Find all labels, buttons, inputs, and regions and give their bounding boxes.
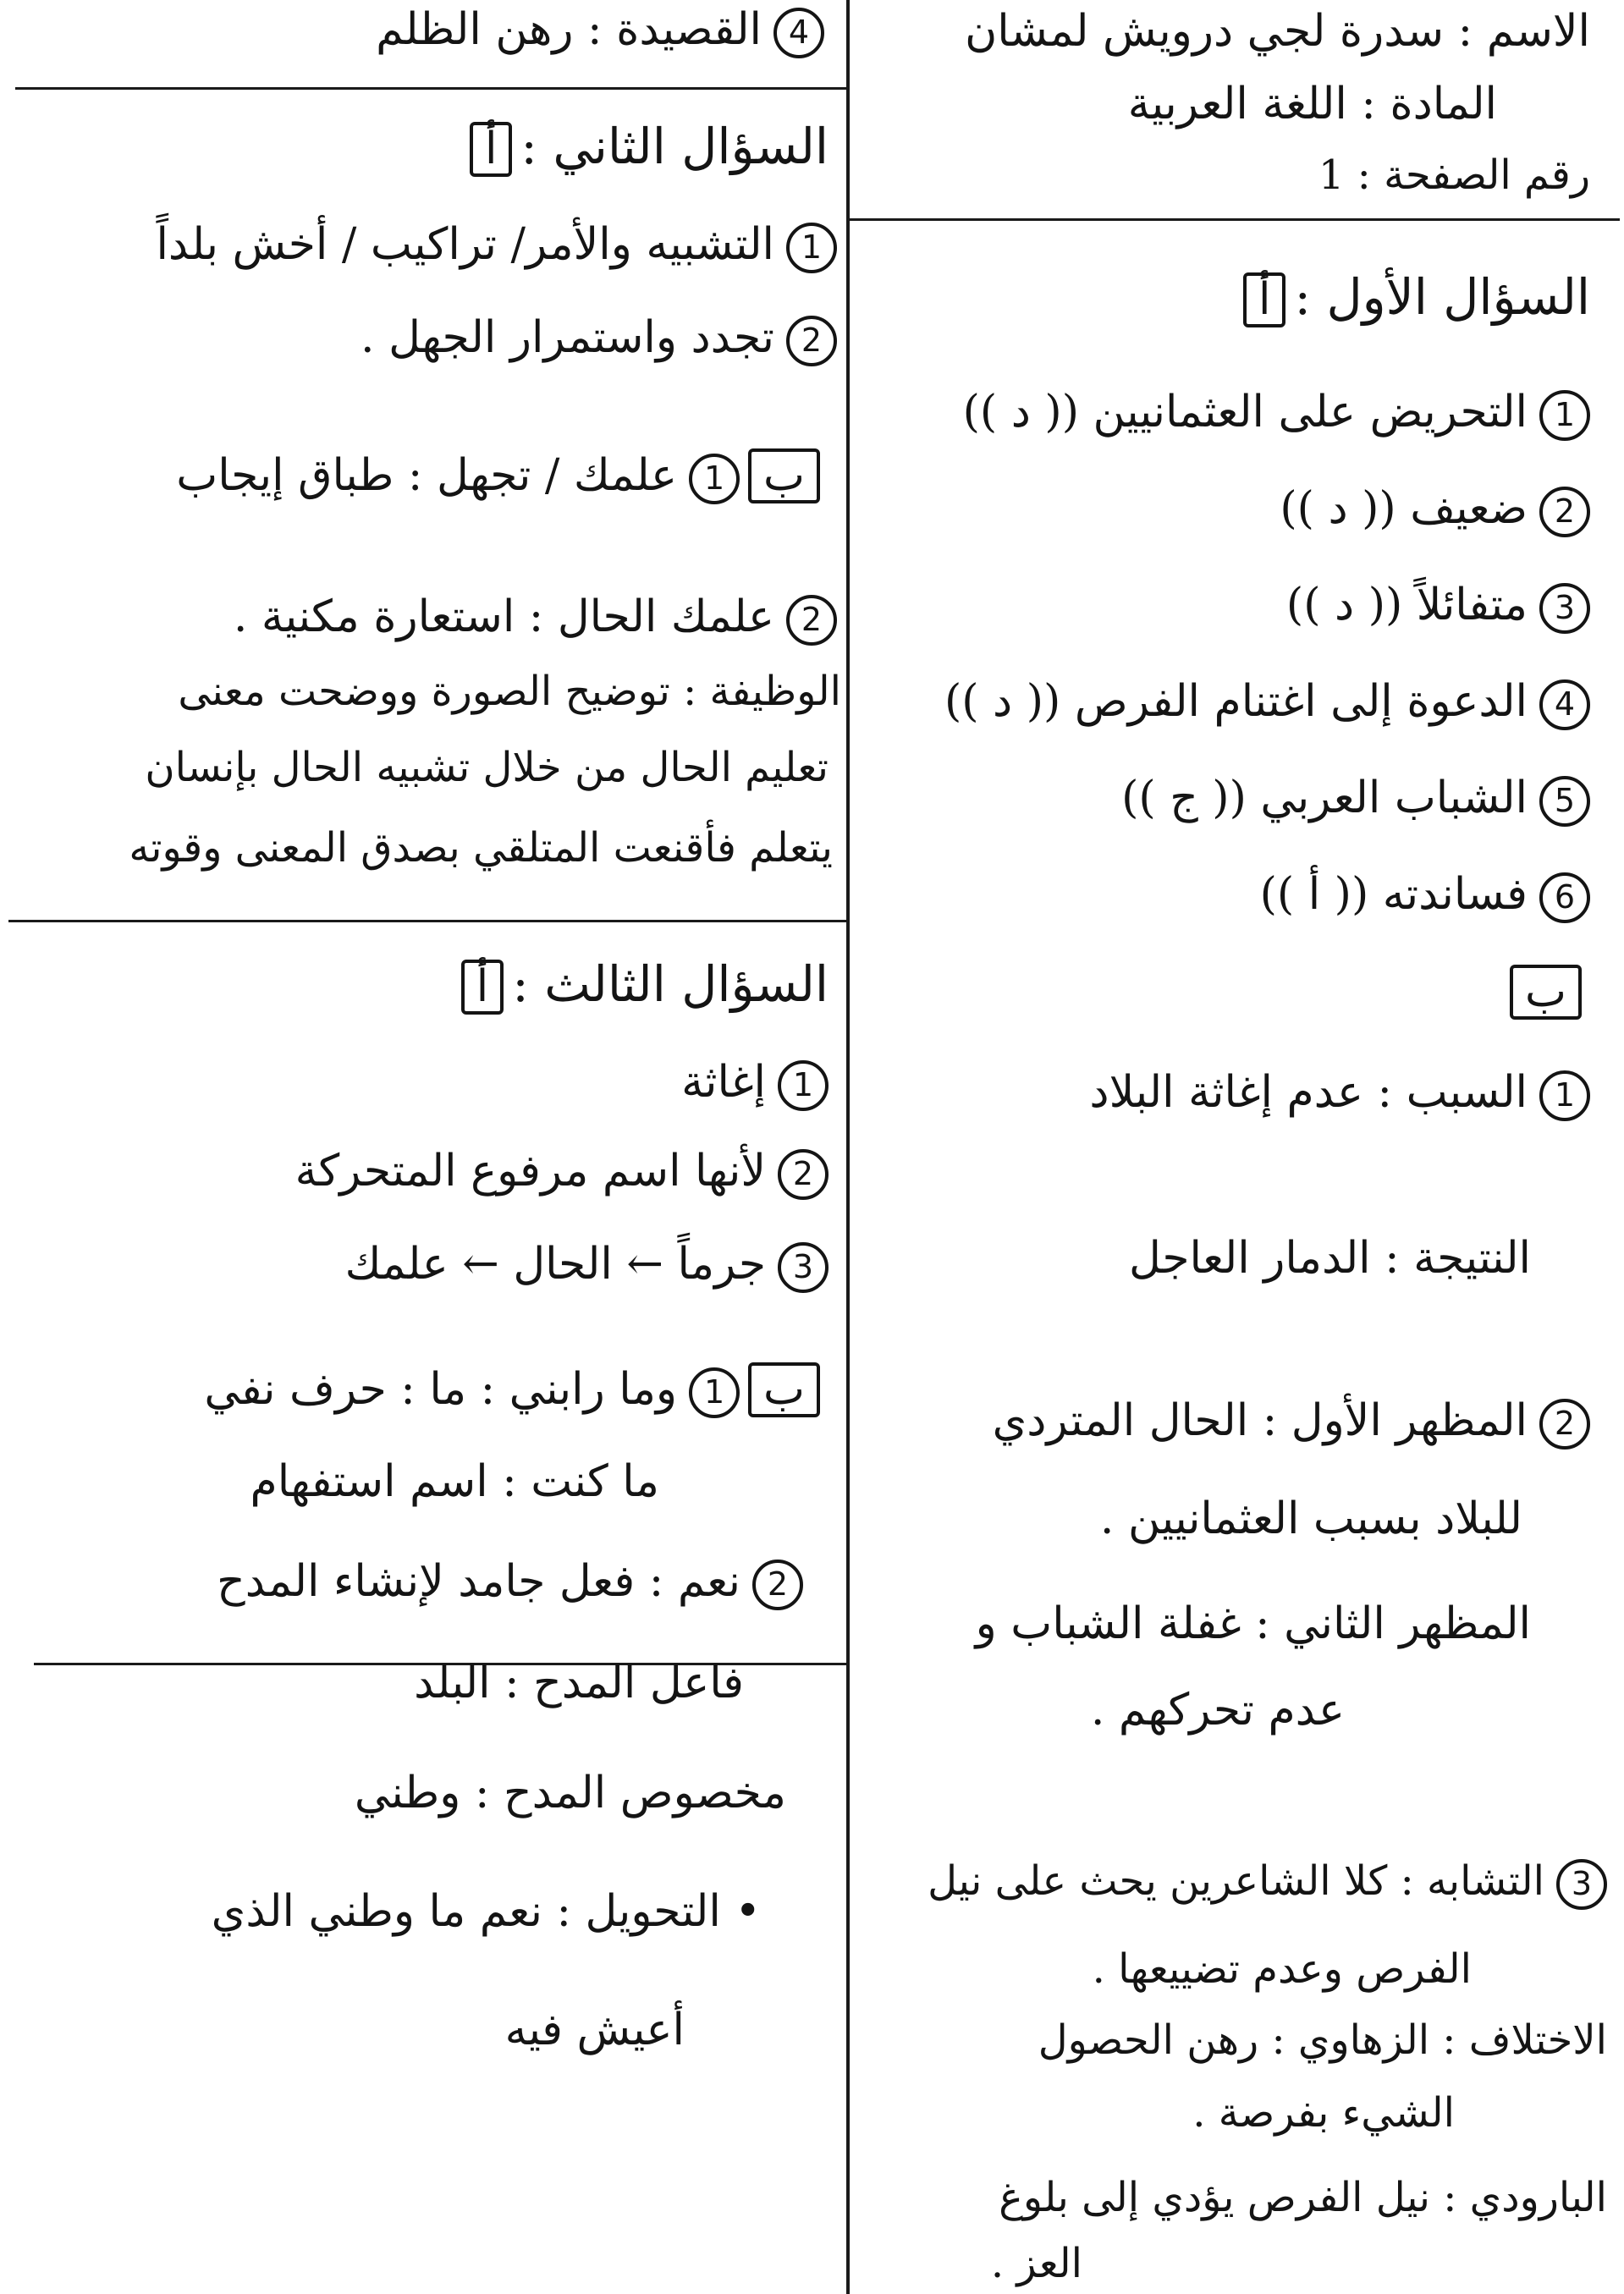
q3-a-item-1	[681, 1058, 829, 1111]
q1-part-b-badge: ب	[1510, 965, 1582, 1020]
item-number: 2	[1539, 1399, 1590, 1450]
item-text: التحريض على العثمانيين (( د ))	[962, 387, 1528, 437]
item-text: التشبيه والأمر/ تراكيب / أخش بلداً	[156, 219, 774, 270]
q2-b2-func-2: تعليم الحال من خلال تشبيه الحال بإنسان	[145, 744, 829, 791]
item-number: 2	[786, 316, 837, 366]
q1-a-item-6	[1260, 870, 1590, 923]
q1-b3-diff-2: الشيء بفرصة .	[1192, 2089, 1455, 2137]
poem-title-text: القصيدة : رهن الظلم	[376, 4, 762, 55]
q1-a-item-2	[1280, 484, 1590, 537]
q1-a-item-3	[1286, 580, 1590, 634]
item-text: ضعيف (( د ))	[1280, 483, 1528, 534]
q2-b2	[234, 592, 837, 646]
q2-b1	[176, 448, 829, 504]
column-divider	[846, 0, 850, 2294]
q3-title: السؤال الثالث :	[512, 955, 829, 1013]
q3-b1	[204, 1362, 829, 1418]
q2-q3-rule	[8, 920, 848, 922]
cause-text: السبب : عدم إغاثة البلاد	[1089, 1067, 1528, 1118]
q1-b1-cause	[1089, 1068, 1590, 1121]
item-text: جرماً ← الحال ← علمك	[344, 1239, 766, 1290]
q3-b1-line2: ما كنت : اسم استفهام	[250, 1456, 659, 1507]
q1-heading	[1235, 269, 1590, 327]
item-number: 2	[778, 1149, 829, 1200]
q1-b3-diff-3: البارودي : نيل الفرص يؤدي إلى بلوغ	[999, 2174, 1607, 2221]
q2-b1-text: علمك / تجهل : طباق إيجاب	[176, 450, 678, 501]
q2-badge-b: ب	[748, 448, 820, 503]
right-header-rule	[850, 218, 1620, 221]
student-name: الاسم : سدرة لجي درويش لمشان	[965, 6, 1590, 57]
q1-b3-diff-1: الاختلاف : الزهاوي : رهن الحصول	[1038, 2016, 1607, 2064]
item-number: 1	[689, 1367, 740, 1418]
q3-b2-line1: نعم : فعل جامد لإنشاء المدح	[217, 1556, 740, 1607]
item-number: 1	[786, 223, 837, 273]
q1-part-b-heading	[1501, 965, 1590, 1020]
left-header-rule	[15, 87, 848, 90]
item-number: 4	[1539, 679, 1590, 730]
item-number: 6	[1539, 872, 1590, 923]
q3-badge-a: أ	[461, 960, 504, 1015]
q3-badge-b: ب	[748, 1362, 820, 1417]
q3-b2-line4: • التحويل : نعم ما وطني الذي	[211, 1886, 761, 1937]
q3-b1-line1: وما رابني : ما : حرف نفي	[204, 1364, 678, 1415]
q1-b2-second-1: المظهر الثاني : غفلة الشباب و	[975, 1598, 1531, 1649]
item-number: 1	[1539, 390, 1590, 441]
q1-a-item-5	[1121, 773, 1590, 827]
q1-title: السؤال الأول :	[1294, 268, 1590, 326]
q1-b2-first-2: للبلاد بسبب العثمانيين .	[1099, 1494, 1522, 1544]
poem-title	[376, 5, 824, 58]
item-number: 1	[778, 1060, 829, 1111]
q2-badge-a: أ	[470, 122, 512, 177]
q1-b3-diff-4: العز .	[990, 2240, 1082, 2287]
q2-a-item-1	[156, 220, 837, 273]
q3-b2-line3: مخصوص المدح : وطني	[354, 1768, 786, 1818]
item-number: 3	[778, 1242, 829, 1293]
q2-b2-func-1: الوظيفة : توضيح الصورة ووضحت معنى	[178, 668, 841, 715]
q2-b2-text: علمك الحال : استعارة مكنية .	[233, 591, 774, 642]
item-text: متفائلاً (( د ))	[1285, 580, 1528, 630]
q3-b2-line5: أعيش فيه	[504, 2005, 685, 2055]
item-number: 2	[786, 595, 837, 646]
q2-b2-func-3: يتعلم فأقنعت المتلقي بصدق المعنى وقوته	[129, 824, 833, 872]
item-text: الدعوة إلى اغتنام الفرص (( د ))	[944, 676, 1528, 727]
q3-b2	[217, 1557, 803, 1610]
q3-a-item-3	[345, 1240, 829, 1293]
item-text: فساندته (( أ ))	[1259, 869, 1528, 920]
item-number: 1	[689, 454, 740, 504]
q1-b1-result: النتيجة : الدمار العاجل	[1128, 1233, 1531, 1284]
q1-b3-sim-1	[928, 1858, 1607, 1910]
q3-heading	[453, 956, 829, 1015]
item-number: 1	[1539, 1070, 1590, 1121]
similarity: التشابه : كلا الشاعرين يحث على نيل	[928, 1857, 1544, 1905]
q1-b3-sim-2: الفرص وعدم تضييعها .	[1092, 1945, 1472, 1993]
q3-b2-line2: فاعل المدح : البلد	[414, 1658, 744, 1708]
q1-a-item-1	[963, 388, 1590, 441]
item-number: 5	[1539, 776, 1590, 827]
q1-a-item-4	[944, 677, 1590, 730]
q2-title: السؤال الثاني :	[520, 118, 829, 175]
page-number: رقم الصفحة : 1	[1318, 151, 1590, 199]
item-number: 2	[1539, 487, 1590, 537]
item-text: لأنها اسم مرفوع المتحركة	[295, 1146, 766, 1197]
item-number: 3	[1539, 583, 1590, 634]
first-aspect: المظهر الأول : الحال المتردي	[992, 1395, 1528, 1446]
subject: المادة : اللغة العربية	[1127, 79, 1497, 129]
item-text: الشباب العربي (( ج ))	[1121, 773, 1528, 823]
q1-b2-second-2: عدم تحركهم .	[1090, 1685, 1345, 1736]
q2-a-item-2	[361, 313, 837, 366]
q2-heading	[461, 118, 829, 177]
q1-part-a-badge: أ	[1243, 272, 1285, 327]
item-number: 2	[752, 1560, 803, 1610]
item-number: 4	[773, 8, 824, 58]
item-text: إغاثة	[681, 1057, 766, 1108]
q3-a-item-2	[295, 1147, 829, 1200]
item-text: تجدد واستمرار الجهل .	[361, 312, 774, 363]
item-number: 3	[1556, 1859, 1607, 1910]
q1-b2-first-1	[993, 1396, 1590, 1450]
